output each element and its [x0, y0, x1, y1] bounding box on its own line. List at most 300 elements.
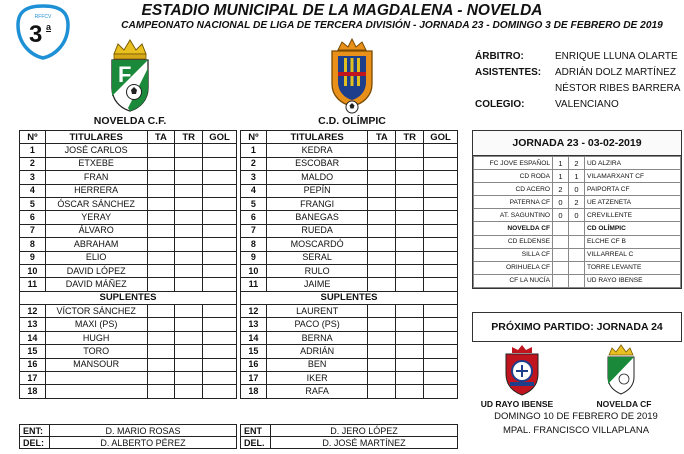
result-row: [474, 235, 681, 248]
result-home-team: AT. SAGUNTINO: [474, 209, 553, 222]
player-name: BEN: [266, 358, 368, 371]
assistant-2-name: NÉSTOR RIBES BARRERA: [555, 83, 681, 94]
player-number: 1: [20, 144, 46, 157]
red-card-cell: [175, 385, 203, 398]
yellow-card-cell: [368, 278, 396, 291]
goal-cell: [203, 238, 237, 251]
col-gol: GOL: [424, 131, 458, 144]
goal-cell: [424, 264, 458, 277]
roster-row: [241, 358, 458, 371]
player-name: [45, 372, 147, 385]
subs-header: SUPLENTES: [20, 291, 237, 304]
goal-cell: [424, 171, 458, 184]
roster-row: [241, 224, 458, 237]
yellow-card-cell: [368, 358, 396, 371]
novelda-next-crest-icon: [602, 342, 640, 396]
goal-cell: [203, 331, 237, 344]
roster-row: [241, 238, 458, 251]
yellow-card-cell: [368, 385, 396, 398]
col-gol: GOL: [203, 131, 237, 144]
yellow-card-cell: [368, 251, 396, 264]
yellow-card-cell: [147, 264, 175, 277]
subs-header-row: [20, 291, 237, 304]
roster-row: [20, 305, 237, 318]
player-number: 5: [20, 197, 46, 210]
yellow-card-cell: [147, 318, 175, 331]
red-card-cell: [396, 358, 424, 371]
red-card-cell: [175, 372, 203, 385]
result-home-score: [553, 222, 569, 235]
player-number: 16: [241, 358, 267, 371]
rayo-ibense-crest-icon: [502, 344, 542, 396]
yellow-card-cell: [368, 305, 396, 318]
result-home-score: 1: [553, 157, 569, 170]
red-card-cell: [175, 264, 203, 277]
roster-row: [241, 278, 458, 291]
red-card-cell: [175, 358, 203, 371]
goal-cell: [424, 184, 458, 197]
away-team-name: C.D. OLÍMPIC: [318, 115, 386, 127]
result-home-team: CD ACERO: [474, 183, 553, 196]
result-away-team: VILAMARXANT CF: [585, 170, 681, 183]
result-home-team: NOVELDA CF: [474, 222, 553, 235]
red-card-cell: [396, 157, 424, 170]
player-number: 17: [20, 372, 46, 385]
player-name: KEDRA: [266, 144, 368, 157]
subs-header: SUPLENTES: [241, 291, 458, 304]
roster-row: [20, 318, 237, 331]
goal-cell: [203, 264, 237, 277]
page-subtitle: CAMPEONATO NACIONAL DE LIGA DE TERCERA DIVISIÓN - JORNADA 23 - DOMINGO 3 DE FEBRERO DE 2019: [121, 20, 663, 31]
player-number: 12: [241, 305, 267, 318]
player-name: YERAY: [45, 211, 147, 224]
svg-text:F: F: [118, 62, 132, 87]
yellow-card-cell: [147, 238, 175, 251]
player-name: FRAN: [45, 171, 147, 184]
player-name: ÁLVARO: [45, 224, 147, 237]
player-number: 8: [20, 238, 46, 251]
red-card-cell: [175, 144, 203, 157]
jornada-results-box: [472, 130, 682, 289]
jornada-results-table: [473, 156, 681, 288]
yellow-card-cell: [147, 144, 175, 157]
assistant-1-name: ADRIÁN DOLZ MARTÍNEZ: [555, 67, 676, 78]
roster-row: [20, 224, 237, 237]
result-home-score: 0: [553, 196, 569, 209]
player-name: DAVID MÁÑEZ: [45, 278, 147, 291]
yellow-card-cell: [368, 184, 396, 197]
goal-cell: [424, 211, 458, 224]
goal-cell: [203, 224, 237, 237]
assistants-label: ASISTENTES:: [475, 67, 542, 78]
roster-row: [241, 251, 458, 264]
red-card-cell: [175, 171, 203, 184]
result-away-team: PAIPORTA CF: [585, 183, 681, 196]
home-staff-table: [19, 424, 237, 449]
away-delegate-row: [241, 437, 458, 449]
player-number: 4: [20, 184, 46, 197]
result-away-score: 1: [569, 170, 585, 183]
home-delegate-label: DEL:: [20, 437, 50, 449]
result-away-score: 0: [569, 209, 585, 222]
red-card-cell: [396, 238, 424, 251]
roster-row: [241, 211, 458, 224]
goal-cell: [424, 197, 458, 210]
roster-row: [241, 197, 458, 210]
home-coach-label: ENT:: [20, 425, 50, 437]
goal-cell: [203, 251, 237, 264]
player-number: 18: [20, 385, 46, 398]
page-title: ESTADIO MUNICIPAL DE LA MAGDALENA - NOVELDA: [141, 2, 543, 19]
col-ta: TA: [368, 131, 396, 144]
player-number: 17: [241, 372, 267, 385]
red-card-cell: [396, 345, 424, 358]
yellow-card-cell: [368, 238, 396, 251]
result-row: [474, 170, 681, 183]
novelda-crest-icon: [104, 36, 156, 114]
yellow-card-cell: [368, 264, 396, 277]
roster-row: [20, 264, 237, 277]
col-titulares: TITULARES: [266, 131, 368, 144]
result-home-team: ORIHUELA CF: [474, 261, 553, 274]
roster-row: [20, 372, 237, 385]
roster-row: [20, 345, 237, 358]
roster-row: [241, 345, 458, 358]
referees-block: [475, 50, 680, 116]
col-num: Nº: [241, 131, 267, 144]
away-coach-name: D. JERO LÓPEZ: [271, 425, 458, 437]
yellow-card-cell: [147, 157, 175, 170]
red-card-cell: [175, 345, 203, 358]
result-home-team: CD ELDENSE: [474, 235, 553, 248]
player-number: 7: [20, 224, 46, 237]
yellow-card-cell: [147, 251, 175, 264]
result-away-team: UE ATZENETA: [585, 196, 681, 209]
result-away-team: CD OLÍMPIC: [585, 222, 681, 235]
result-away-team: UD RAYO IBENSE: [585, 274, 681, 287]
player-number: 14: [241, 331, 267, 344]
college-name: VALENCIANO: [555, 99, 619, 110]
player-number: 11: [20, 278, 46, 291]
red-card-cell: [175, 197, 203, 210]
player-name: RUEDA: [266, 224, 368, 237]
red-card-cell: [396, 197, 424, 210]
yellow-card-cell: [368, 345, 396, 358]
result-away-score: 2: [569, 196, 585, 209]
result-home-team: CD RODA: [474, 170, 553, 183]
player-name: JOSÉ CARLOS: [45, 144, 147, 157]
player-number: 7: [241, 224, 267, 237]
yellow-card-cell: [368, 318, 396, 331]
home-delegate-name: D. ALBERTO PÉREZ: [50, 437, 237, 449]
next-match-date: DOMINGO 10 DE FEBRERO DE 2019: [494, 411, 658, 422]
player-name: PACO (PS): [266, 318, 368, 331]
result-home-team: FC JOVE ESPAÑOL: [474, 157, 553, 170]
goal-cell: [203, 318, 237, 331]
player-number: 10: [241, 264, 267, 277]
player-name: ESCOBAR: [266, 157, 368, 170]
yellow-card-cell: [147, 305, 175, 318]
goal-cell: [203, 171, 237, 184]
home-roster-table: [19, 130, 237, 399]
player-number: 3: [241, 171, 267, 184]
red-card-cell: [175, 211, 203, 224]
yellow-card-cell: [147, 211, 175, 224]
referee-label: ÁRBITRO:: [475, 51, 524, 62]
player-name: MANSOUR: [45, 358, 147, 371]
goal-cell: [203, 144, 237, 157]
roster-row: [241, 184, 458, 197]
red-card-cell: [175, 331, 203, 344]
result-row: [474, 274, 681, 287]
player-name: RAFA: [266, 385, 368, 398]
goal-cell: [424, 144, 458, 157]
result-home-score: [553, 248, 569, 261]
player-name: RULO: [266, 264, 368, 277]
result-home-team: SILLA CF: [474, 248, 553, 261]
player-name: FRANGI: [266, 197, 368, 210]
yellow-card-cell: [147, 331, 175, 344]
yellow-card-cell: [147, 224, 175, 237]
player-name: ABRAHAM: [45, 238, 147, 251]
yellow-card-cell: [147, 184, 175, 197]
roster-row: [241, 305, 458, 318]
roster-row: [20, 184, 237, 197]
red-card-cell: [175, 251, 203, 264]
home-team-name: NOVELDA C.F.: [93, 115, 167, 127]
player-number: 6: [241, 211, 267, 224]
red-card-cell: [396, 251, 424, 264]
result-row: [474, 183, 681, 196]
roster-row: [20, 251, 237, 264]
player-number: 13: [241, 318, 267, 331]
result-row: [474, 248, 681, 261]
player-name: ELIO: [45, 251, 147, 264]
roster-header-row: [241, 131, 458, 144]
red-card-cell: [396, 264, 424, 277]
result-home-team: CF LA NUCÍA: [474, 274, 553, 287]
away-coach-label: ENT: [241, 425, 271, 437]
red-card-cell: [175, 184, 203, 197]
goal-cell: [424, 318, 458, 331]
yellow-card-cell: [147, 278, 175, 291]
player-number: 14: [20, 331, 46, 344]
red-card-cell: [175, 318, 203, 331]
yellow-card-cell: [368, 197, 396, 210]
badge-sup: a: [46, 22, 52, 32]
roster-row: [20, 331, 237, 344]
result-row: [474, 222, 681, 235]
result-away-score: [569, 248, 585, 261]
player-name: BANEGAS: [266, 211, 368, 224]
yellow-card-cell: [368, 372, 396, 385]
yellow-card-cell: [147, 197, 175, 210]
goal-cell: [424, 251, 458, 264]
away-delegate-name: D. JOSÉ MARTÍNEZ: [271, 437, 458, 449]
player-name: HUGH: [45, 331, 147, 344]
goal-cell: [203, 157, 237, 170]
red-card-cell: [396, 331, 424, 344]
goal-cell: [203, 184, 237, 197]
goal-cell: [203, 372, 237, 385]
player-number: 15: [20, 345, 46, 358]
roster-row: [20, 358, 237, 371]
result-away-team: ELCHE CF B: [585, 235, 681, 248]
result-away-team: UD ALZIRA: [585, 157, 681, 170]
home-coach-row: [20, 425, 237, 437]
red-card-cell: [396, 318, 424, 331]
result-row: [474, 261, 681, 274]
col-tr: TR: [175, 131, 203, 144]
roster-row: [20, 144, 237, 157]
player-name: PEPÍN: [266, 184, 368, 197]
away-coach-row: [241, 425, 458, 437]
player-number: 4: [241, 184, 267, 197]
player-name: MOSCARDÓ: [266, 238, 368, 251]
player-name: MALDO: [266, 171, 368, 184]
result-away-score: [569, 235, 585, 248]
col-num: Nº: [20, 131, 46, 144]
player-name: MAXI (PS): [45, 318, 147, 331]
home-delegate-row: [20, 437, 237, 449]
roster-row: [20, 211, 237, 224]
player-number: 9: [241, 251, 267, 264]
player-name: ETXEBE: [45, 157, 147, 170]
player-number: 6: [20, 211, 46, 224]
player-number: 11: [241, 278, 267, 291]
player-name: BERNA: [266, 331, 368, 344]
red-card-cell: [396, 184, 424, 197]
yellow-card-cell: [147, 358, 175, 371]
player-number: 15: [241, 345, 267, 358]
result-row: [474, 209, 681, 222]
yellow-card-cell: [368, 331, 396, 344]
result-away-team: TORRE LEVANTE: [585, 261, 681, 274]
next-match-venue: MPAL. FRANCISCO VILLAPLANA: [502, 425, 650, 436]
badge-org: RFFCV: [34, 14, 52, 20]
away-staff-table: [240, 424, 458, 449]
goal-cell: [424, 157, 458, 170]
result-away-score: 2: [569, 157, 585, 170]
goal-cell: [424, 224, 458, 237]
player-name: ÓSCAR SÁNCHEZ: [45, 197, 147, 210]
result-away-score: [569, 261, 585, 274]
roster-header-row: [20, 131, 237, 144]
next-away-team: NOVELDA CF: [596, 399, 652, 409]
goal-cell: [424, 372, 458, 385]
home-coach-name: D. MARIO ROSAS: [50, 425, 237, 437]
badge-division: 3: [29, 21, 43, 48]
roster-row: [20, 197, 237, 210]
player-name: DAVID LÓPEZ: [45, 264, 147, 277]
red-card-cell: [396, 278, 424, 291]
goal-cell: [203, 345, 237, 358]
yellow-card-cell: [147, 345, 175, 358]
player-number: 10: [20, 264, 46, 277]
roster-row: [241, 385, 458, 398]
yellow-card-cell: [147, 385, 175, 398]
goal-cell: [203, 358, 237, 371]
goal-cell: [424, 358, 458, 371]
red-card-cell: [396, 171, 424, 184]
red-card-cell: [396, 211, 424, 224]
player-name: HERRERA: [45, 184, 147, 197]
subs-header-row: [241, 291, 458, 304]
red-card-cell: [396, 385, 424, 398]
player-name: ADRIÁN: [266, 345, 368, 358]
goal-cell: [424, 305, 458, 318]
result-away-score: [569, 222, 585, 235]
red-card-cell: [175, 157, 203, 170]
roster-row: [20, 157, 237, 170]
goal-cell: [424, 385, 458, 398]
player-number: 5: [241, 197, 267, 210]
yellow-card-cell: [368, 144, 396, 157]
player-number: 13: [20, 318, 46, 331]
player-number: 8: [241, 238, 267, 251]
yellow-card-cell: [368, 224, 396, 237]
goal-cell: [203, 385, 237, 398]
player-name: VÍCTOR SÁNCHEZ: [45, 305, 147, 318]
red-card-cell: [175, 278, 203, 291]
result-home-score: 1: [553, 170, 569, 183]
goal-cell: [203, 211, 237, 224]
next-home-team: UD RAYO IBENSE: [480, 399, 554, 409]
roster-row: [241, 318, 458, 331]
yellow-card-cell: [368, 171, 396, 184]
next-match-title: PRÓXIMO PARTIDO: JORNADA 24: [472, 312, 682, 342]
result-away-team: CREVILLENTE: [585, 209, 681, 222]
player-name: SERAL: [266, 251, 368, 264]
goal-cell: [424, 331, 458, 344]
result-away-score: 0: [569, 183, 585, 196]
yellow-card-cell: [147, 372, 175, 385]
yellow-card-cell: [368, 211, 396, 224]
roster-row: [241, 157, 458, 170]
roster-row: [241, 171, 458, 184]
player-number: 18: [241, 385, 267, 398]
roster-row: [20, 385, 237, 398]
away-roster-table: [240, 130, 458, 399]
away-delegate-label: DEL.: [241, 437, 271, 449]
olimpic-crest-icon: [326, 36, 378, 114]
yellow-card-cell: [147, 171, 175, 184]
red-card-cell: [396, 224, 424, 237]
player-number: 9: [20, 251, 46, 264]
goal-cell: [203, 305, 237, 318]
college-label: COLEGIO:: [475, 99, 525, 110]
red-card-cell: [396, 144, 424, 157]
result-home-score: 0: [553, 209, 569, 222]
result-away-score: [569, 274, 585, 287]
result-home-team: PATERNA CF: [474, 196, 553, 209]
roster-row: [241, 264, 458, 277]
col-ta: TA: [147, 131, 175, 144]
goal-cell: [203, 278, 237, 291]
player-number: 3: [20, 171, 46, 184]
roster-row: [20, 278, 237, 291]
result-home-score: [553, 261, 569, 274]
result-home-score: [553, 274, 569, 287]
goal-cell: [424, 238, 458, 251]
player-number: 2: [20, 157, 46, 170]
roster-row: [20, 238, 237, 251]
red-card-cell: [175, 224, 203, 237]
jornada-title: JORNADA 23 - 03-02-2019: [473, 131, 681, 156]
player-name: JAIME: [266, 278, 368, 291]
yellow-card-cell: [368, 157, 396, 170]
roster-row: [241, 331, 458, 344]
